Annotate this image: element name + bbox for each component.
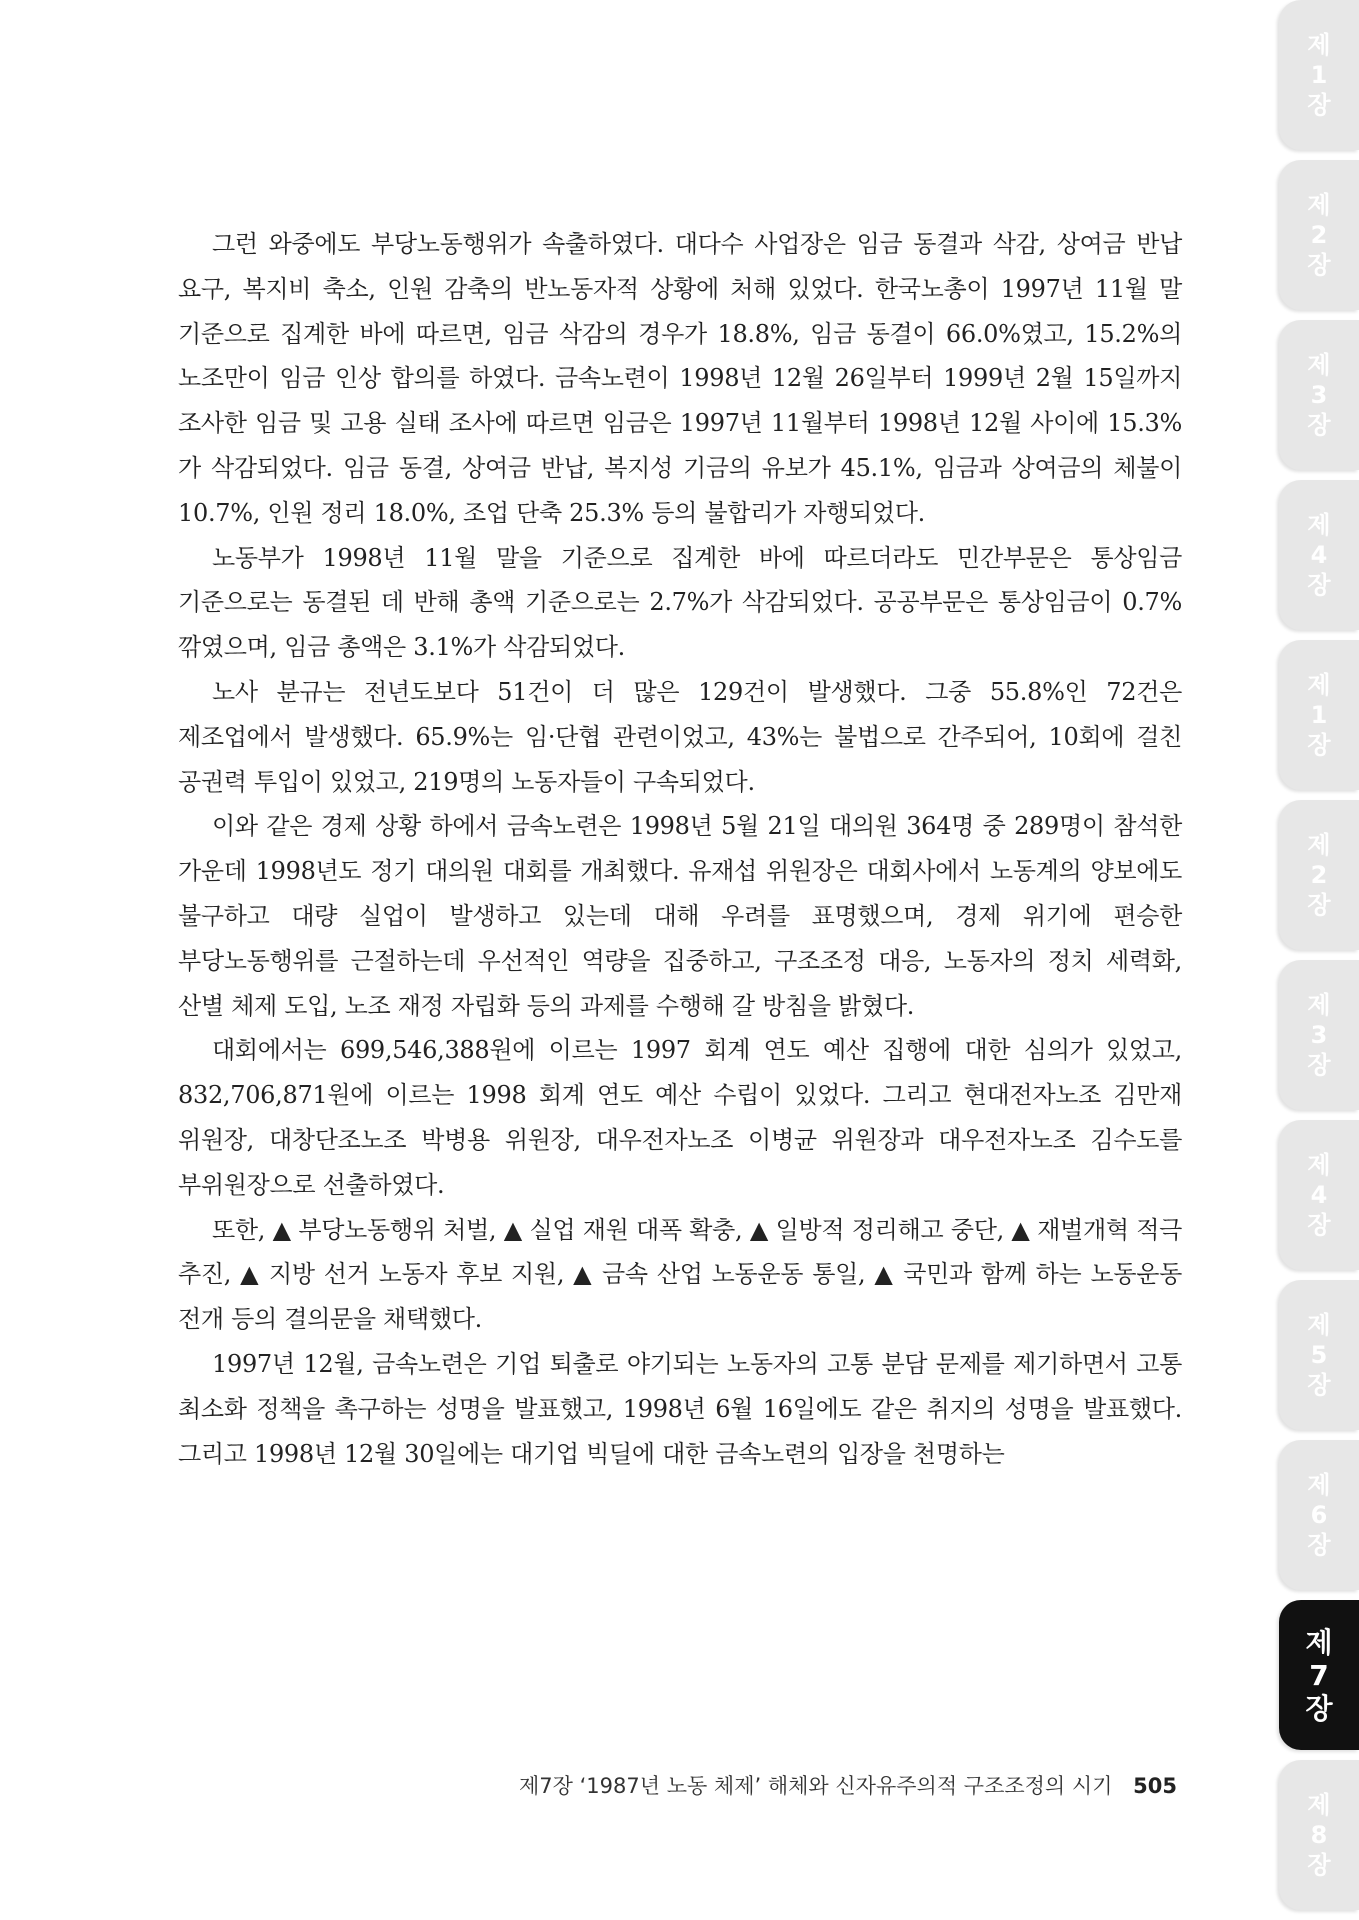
paragraph: 이와 같은 경제 상황 하에서 금속노련은 1998년 5월 21일 대의원 364명 중 289명이 참석한 가운데 1998년도 정기 대의원 대회를 개최했다. 유재섭 위원장은 대회사에서 노동계의 양보에도 불구하고 대량 실업이 발생하고 있는데 대해 우려를 표명했으며, 경제 위기에 편승한 부당노동행위를 근절하는데 우선적인 역량을 집중하고, 구조조정 대응, 노동자의 정치 세력화, 산별 체제 도입, 노조 재정 자립화 등의 과제를 수행해 갈 방침을 밝혔다. — [178, 812, 1182, 1020]
chapter-tab-number: 2 — [1310, 221, 1328, 249]
chapter-tab[interactable] — [1279, 800, 1359, 950]
page-number: 505 — [1133, 1774, 1177, 1798]
chapter-tab-prefix: 제 — [1307, 1311, 1331, 1339]
chapter-tab-suffix: 장 — [1307, 1531, 1331, 1559]
chapter-tab-suffix: 장 — [1307, 1851, 1331, 1879]
paragraph: 노사 분규는 전년도보다 51건이 더 많은 129건이 발생했다. 그중 55.8%인 72건은 제조업에서 발생했다. 65.9%는 임·단협 관련이었고, 43%는 불법으로 간주되어, 10회에 걸친 공권력 투입이 있었고, 219명의 노동자들이 구속되었다. — [178, 677, 1182, 796]
chapter-tab[interactable] — [1279, 480, 1359, 630]
chapter-tab-prefix: 제 — [1307, 1471, 1331, 1499]
chapter-tab-suffix: 장 — [1307, 251, 1331, 279]
chapter-tabs — [1279, 0, 1359, 1920]
chapter-tab-suffix: 장 — [1307, 571, 1331, 599]
chapter-tab-prefix: 제 — [1307, 1791, 1331, 1819]
chapter-tab[interactable] — [1279, 1440, 1359, 1590]
chapter-tab-prefix: 제 — [1305, 1625, 1333, 1659]
chapter-tab-prefix: 제 — [1307, 351, 1331, 379]
chapter-tab-number: 6 — [1310, 1501, 1328, 1529]
chapter-tab-number: 3 — [1310, 1021, 1328, 1049]
paragraph: 그런 와중에도 부당노동행위가 속출하였다. 대다수 사업장은 임금 동결과 삭감, 상여금 반납 요구, 복지비 축소, 인원 감축의 반노동자적 상황에 처해 있었다. 한국노총이 1997년 11월 말 기준으로 집계한 바에 따르면, 임금 삭감의 경우가 18.8%, 임금 동결이 66.0%였고, 15.2%의 노조만이 임금 인상 합의를 하였다. 금속노련이 1998년 12월 26일부터 1999년 2월 15일까지 조사한 임금 및 고용 실태 조사에 따르면 임금은 1997년 11월부터 1998년 12월 사이에 15.3%가 삭감되었다. 임금 동결, 상여금 반납, 복지성 기금의 유보가 45.1%, 임금과 상여금의 체불이 10.7%, 인원 정리 18.0%, 조업 단축 25.3% 등의 불합리가 자행되었다. — [178, 230, 1182, 527]
chapter-tab-prefix: 제 — [1307, 191, 1331, 219]
chapter-tab-prefix: 제 — [1307, 31, 1331, 59]
chapter-tab-suffix: 장 — [1307, 891, 1331, 919]
chapter-tab[interactable] — [1279, 1760, 1359, 1910]
chapter-tab-prefix: 제 — [1307, 831, 1331, 859]
chapter-tab-suffix: 장 — [1305, 1691, 1333, 1725]
paragraph: 1997년 12월, 금속노련은 기업 퇴출로 야기되는 노동자의 고통 분담 문제를 제기하면서 고통 최소화 정책을 촉구하는 성명을 발표했고, 1998년 6월 16일에도 같은 취지의 성명을 발표했다. 그리고 1998년 12월 30일에는 대기업 빅딜에 대한 금속노련의 입장을 천명하는 — [178, 1349, 1182, 1468]
chapter-tab-suffix: 장 — [1307, 1371, 1331, 1399]
chapter-tab-number: 5 — [1310, 1341, 1328, 1369]
chapter-tab-suffix: 장 — [1307, 731, 1331, 759]
chapter-tab[interactable] — [1279, 640, 1359, 790]
chapter-tab-active[interactable] — [1279, 1600, 1359, 1750]
chapter-tab-suffix: 장 — [1307, 411, 1331, 439]
page-footer — [519, 1770, 1177, 1800]
chapter-tab-suffix: 장 — [1307, 1051, 1331, 1079]
chapter-tab-prefix: 제 — [1307, 991, 1331, 1019]
chapter-tab-number: 4 — [1310, 1181, 1328, 1209]
chapter-tab-number: 8 — [1310, 1821, 1328, 1849]
chapter-tab-number: 3 — [1310, 381, 1328, 409]
paragraph: 또한, ▲ 부당노동행위 처벌, ▲ 실업 재원 대폭 확충, ▲ 일방적 정리해고 중단, ▲ 재벌개혁 적극 추진, ▲ 지방 선거 노동자 후보 지원, ▲ 금속 산업 노동운동 통일, ▲ 국민과 함께 하는 노동운동 전개 등의 결의문을 채택했다. — [178, 1215, 1182, 1334]
chapter-tab-number: 7 — [1309, 1658, 1329, 1692]
chapter-tab-prefix: 제 — [1307, 671, 1331, 699]
body-text — [178, 222, 1182, 1476]
chapter-tab[interactable] — [1279, 1120, 1359, 1270]
chapter-tab[interactable] — [1279, 0, 1359, 150]
chapter-tab-suffix: 장 — [1307, 91, 1331, 119]
running-title: 제7장 ‘1987년 노동 체제’ 해체와 신자유주의적 구조조정의 시기 — [519, 1774, 1113, 1798]
chapter-tab-number: 4 — [1310, 541, 1328, 569]
paragraph: 노동부가 1998년 11월 말을 기준으로 집계한 바에 따르더라도 민간부문은 통상임금 기준으로는 동결된 데 반해 총액 기준으로는 2.7%가 삭감되었다. 공공부문은 통상임금이 0.7% 깎였으며, 임금 총액은 3.1%가 삭감되었다. — [178, 543, 1182, 662]
paragraph: 대회에서는 699,546,388원에 이르는 1997 회계 연도 예산 집행에 대한 심의가 있었고, 832,706,871원에 이르는 1998 회계 연도 예산 수립이 있었다. 그리고 현대전자노조 김만재 위원장, 대창단조노조 박병용 위원장, 대우전자노조 이병균 위원장과 대우전자노조 김수도를 부위원장으로 선출하였다. — [178, 1036, 1182, 1199]
chapter-tab-prefix: 제 — [1307, 1151, 1331, 1179]
chapter-tab-suffix: 장 — [1307, 1211, 1331, 1239]
chapter-tab-number: 1 — [1310, 701, 1328, 729]
chapter-tab[interactable] — [1279, 1280, 1359, 1430]
chapter-tab[interactable] — [1279, 960, 1359, 1110]
chapter-tab-number: 1 — [1310, 61, 1328, 89]
chapter-tab[interactable] — [1279, 160, 1359, 310]
chapter-tab-prefix: 제 — [1307, 511, 1331, 539]
chapter-tab-number: 2 — [1310, 861, 1328, 889]
chapter-tab[interactable] — [1279, 320, 1359, 470]
